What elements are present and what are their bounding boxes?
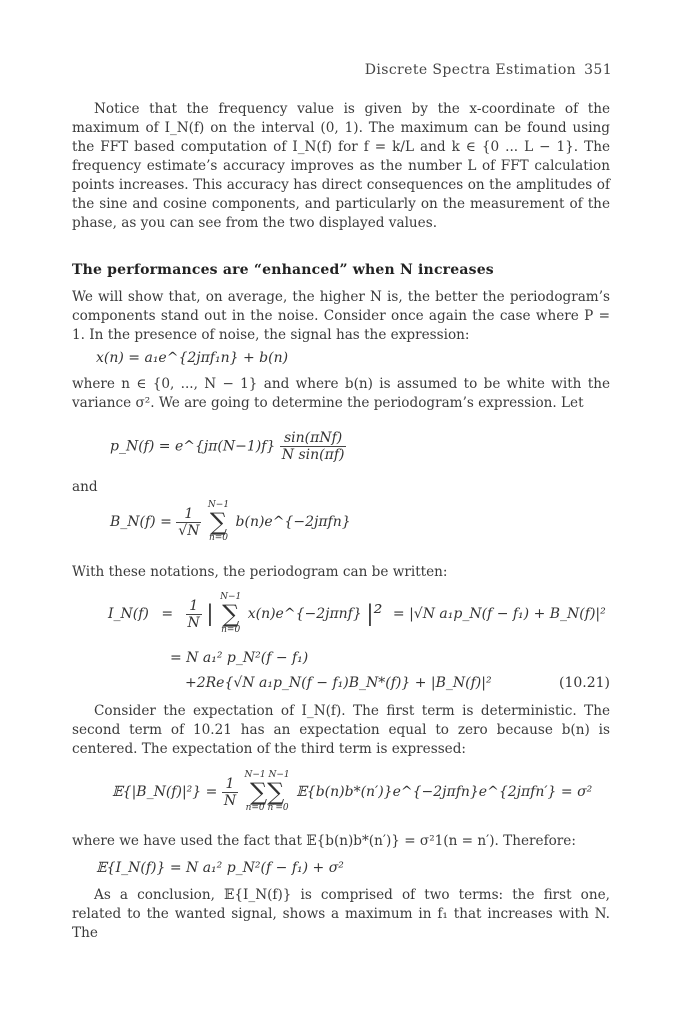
equation-BN-sum: [208, 500, 229, 544]
equation-BN-lhs: B_N(f) =: [110, 514, 172, 530]
equation-IN-fraction: [186, 598, 202, 631]
equation-expect-frac-num: 1: [222, 776, 238, 793]
equation-BN-sum-lower: n=0: [208, 533, 229, 543]
equation-expectation: [112, 770, 592, 814]
equation-BN: [110, 500, 351, 544]
equation-signal: x(n) = a₁e^{2jπf₁n} + b(n): [96, 350, 289, 366]
double-summation-sign: ∑∑: [249, 778, 285, 806]
equation-result: 𝔼{I_N(f)} = N a₁² p_N²(f − f₁) + σ²: [96, 860, 344, 876]
paragraph-performance-intro: We will show that, on average, the higher N is, the better the periodogram’s components stand out in the noise. Consider once again the case where P = 1. In the presence of noise, the signal has the expression:: [72, 289, 610, 343]
equation-expect-lhs: 𝔼{|B_N(f)|²} =: [112, 784, 218, 800]
page-number: 351: [584, 62, 612, 78]
equation-pN-fraction: [280, 430, 347, 463]
equation-pN-lhs: p_N(f) = e^{jπ(N−1)f}: [110, 438, 276, 455]
equation-expect-sums: [245, 770, 290, 814]
equation-pN: [110, 430, 346, 463]
equation-number: (10.21): [558, 675, 610, 691]
equation-IN-frac-den: N: [187, 614, 200, 631]
equation-BN-body: b(n)e^{−2jπfn}: [235, 514, 351, 530]
equals-sign: =: [161, 606, 174, 622]
equation-IN-sum-lower: n=0: [221, 625, 241, 635]
equation-IN-lhs: I_N(f): [108, 606, 149, 622]
paragraph-conclusion: As a conclusion, 𝔼{I_N(f)} is comprised of two terms: the first one, related to the wanted signal, shows a maximum in f₁ that increases with N. The: [72, 887, 610, 941]
paragraph-white-noise: where n ∈ {0, ..., N − 1} and where b(n) is assumed to be white with the variance σ². We are going to determine the periodogram’s expression. Let: [72, 376, 610, 411]
running-header: [365, 62, 612, 78]
equation-BN-frac-num: 1: [176, 506, 201, 523]
section-heading: The performances are “enhanced” when N increases: [72, 262, 494, 278]
equation-IN-line2: = N a₁² p_N²(f − f₁): [170, 650, 309, 666]
equation-IN-rhs: = |√N a₁p_N(f − f₁) + B_N(f)|²: [392, 606, 606, 622]
equation-expect-sum-upper: N−1 N−1: [244, 770, 290, 780]
equation-pN-numerator: sin(πNf): [280, 430, 347, 447]
paragraph-fft-accuracy: Notice that the frequency value is given by the x-coordinate of the maximum of I_N(f) on the interval (0, 1). The maximum can be found using the FFT based computation of I_N(f) for f = k/L and k ∈ {0 ... L − 1}. The frequency estimate’s accuracy improves as the number L of FFT calculation points increases. This accuracy has direct consequences on the amplitudes of the sine and cosine components, and particularly on the measurement of the phase, as you can see from the two displayed values.: [72, 101, 610, 231]
paragraph-periodogram-written: With these notations, the periodogram can be written:: [72, 564, 448, 580]
running-title: Discrete Spectra Estimation: [364, 62, 577, 78]
equation-expect-fraction: [222, 776, 238, 809]
equation-BN-frac-den: √N: [178, 522, 200, 539]
equation-IN-frac-num: 1: [186, 598, 202, 615]
equation-expect-frac-den: N: [223, 792, 237, 809]
equation-BN-fraction: [176, 506, 201, 539]
abs-bar-right: |²: [366, 601, 383, 627]
equation-expect-body: 𝔼{b(n)b*(n′)}e^{−2jπfn}e^{2jπfn′} = σ²: [296, 784, 593, 800]
summation-sign: ∑: [209, 508, 228, 536]
equation-BN-sum-upper: N−1: [207, 500, 230, 510]
equation-pN-denominator: N sin(πf): [281, 447, 345, 463]
equation-expect-sum-lower: n=0 n′=0: [245, 803, 289, 813]
paragraph-white-fact: where we have used the fact that 𝔼{b(n)b*(n′)} = σ²1(n = n′). Therefore:: [72, 833, 576, 849]
and-word: and: [72, 479, 98, 495]
equation-IN-sum-upper: N−1: [220, 592, 242, 602]
paragraph-expectation: Consider the expectation of I_N(f). The first term is deterministic. The second term of 10.21 has an expectation equal to zero because b(n) is centered. The expectation of the third term is expressed:: [72, 703, 610, 757]
equation-IN-line1: [108, 592, 606, 636]
equation-IN-line3: +2Re{√N a₁p_N(f − f₁)B_N*(f)} + |B_N(f)|²: [185, 675, 492, 691]
summation-sign: ∑: [222, 600, 240, 628]
equation-IN-sum: [220, 592, 241, 636]
equation-IN-mid: x(n)e^{−2jπnf}: [247, 606, 362, 622]
abs-bar-left: |: [206, 601, 214, 627]
